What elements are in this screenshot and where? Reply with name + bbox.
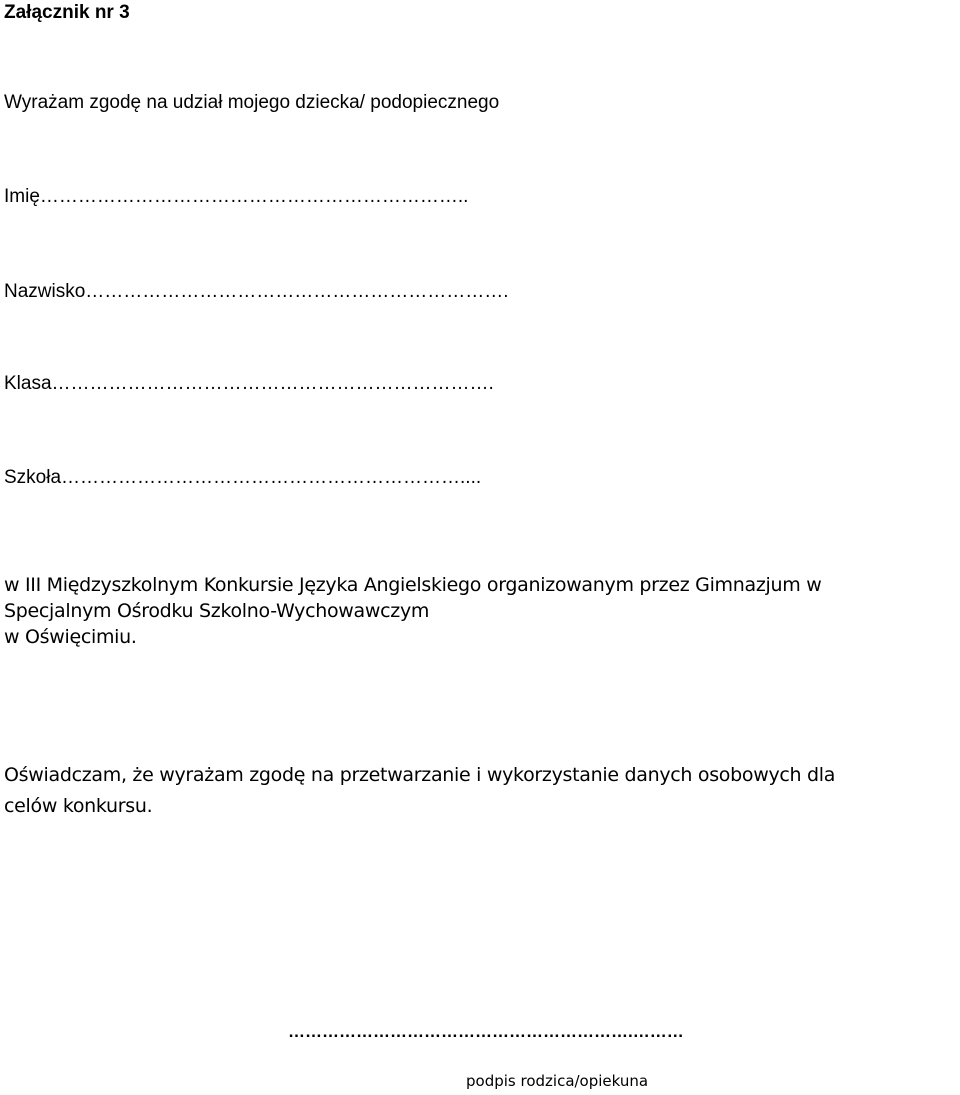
consent-intro-text: Wyrażam zgodę na udział mojego dziecka/ podopiecznego (4, 92, 500, 113)
data-processing-statement (4, 760, 835, 822)
data-processing-line-2: celów konkursu. (4, 795, 153, 817)
class-field: Klasa……………………………………………………………. (4, 373, 494, 394)
school-field: Szkoła……………………………………………………….... (4, 467, 482, 488)
competition-paragraph-line-3: w Oświęcimiu. (4, 626, 137, 648)
attachment-title: Załącznik nr 3 (4, 2, 130, 23)
data-processing-line-1: Oświadczam, że wyrażam zgodę na przetwarzanie i wykorzystanie danych osobowych dla (4, 764, 836, 786)
last-name-field: Nazwisko…………………………………………………………. (4, 281, 509, 302)
signature-line: …………………………………………………….……… (288, 1022, 684, 1041)
competition-paragraph-line-1: w III Międzyszkolnym Konkursie Języka Angielskiego organizowanym przez Gimnazjum w (4, 574, 822, 596)
competition-paragraph-line-2: Specjalnym Ośrodku Szkolno-Wychowawczym (4, 600, 430, 622)
competition-paragraph (4, 572, 821, 650)
first-name-field: Imię………………………………………………………….. (4, 186, 469, 207)
signature-label: podpis rodzica/opiekuna (466, 1072, 649, 1090)
